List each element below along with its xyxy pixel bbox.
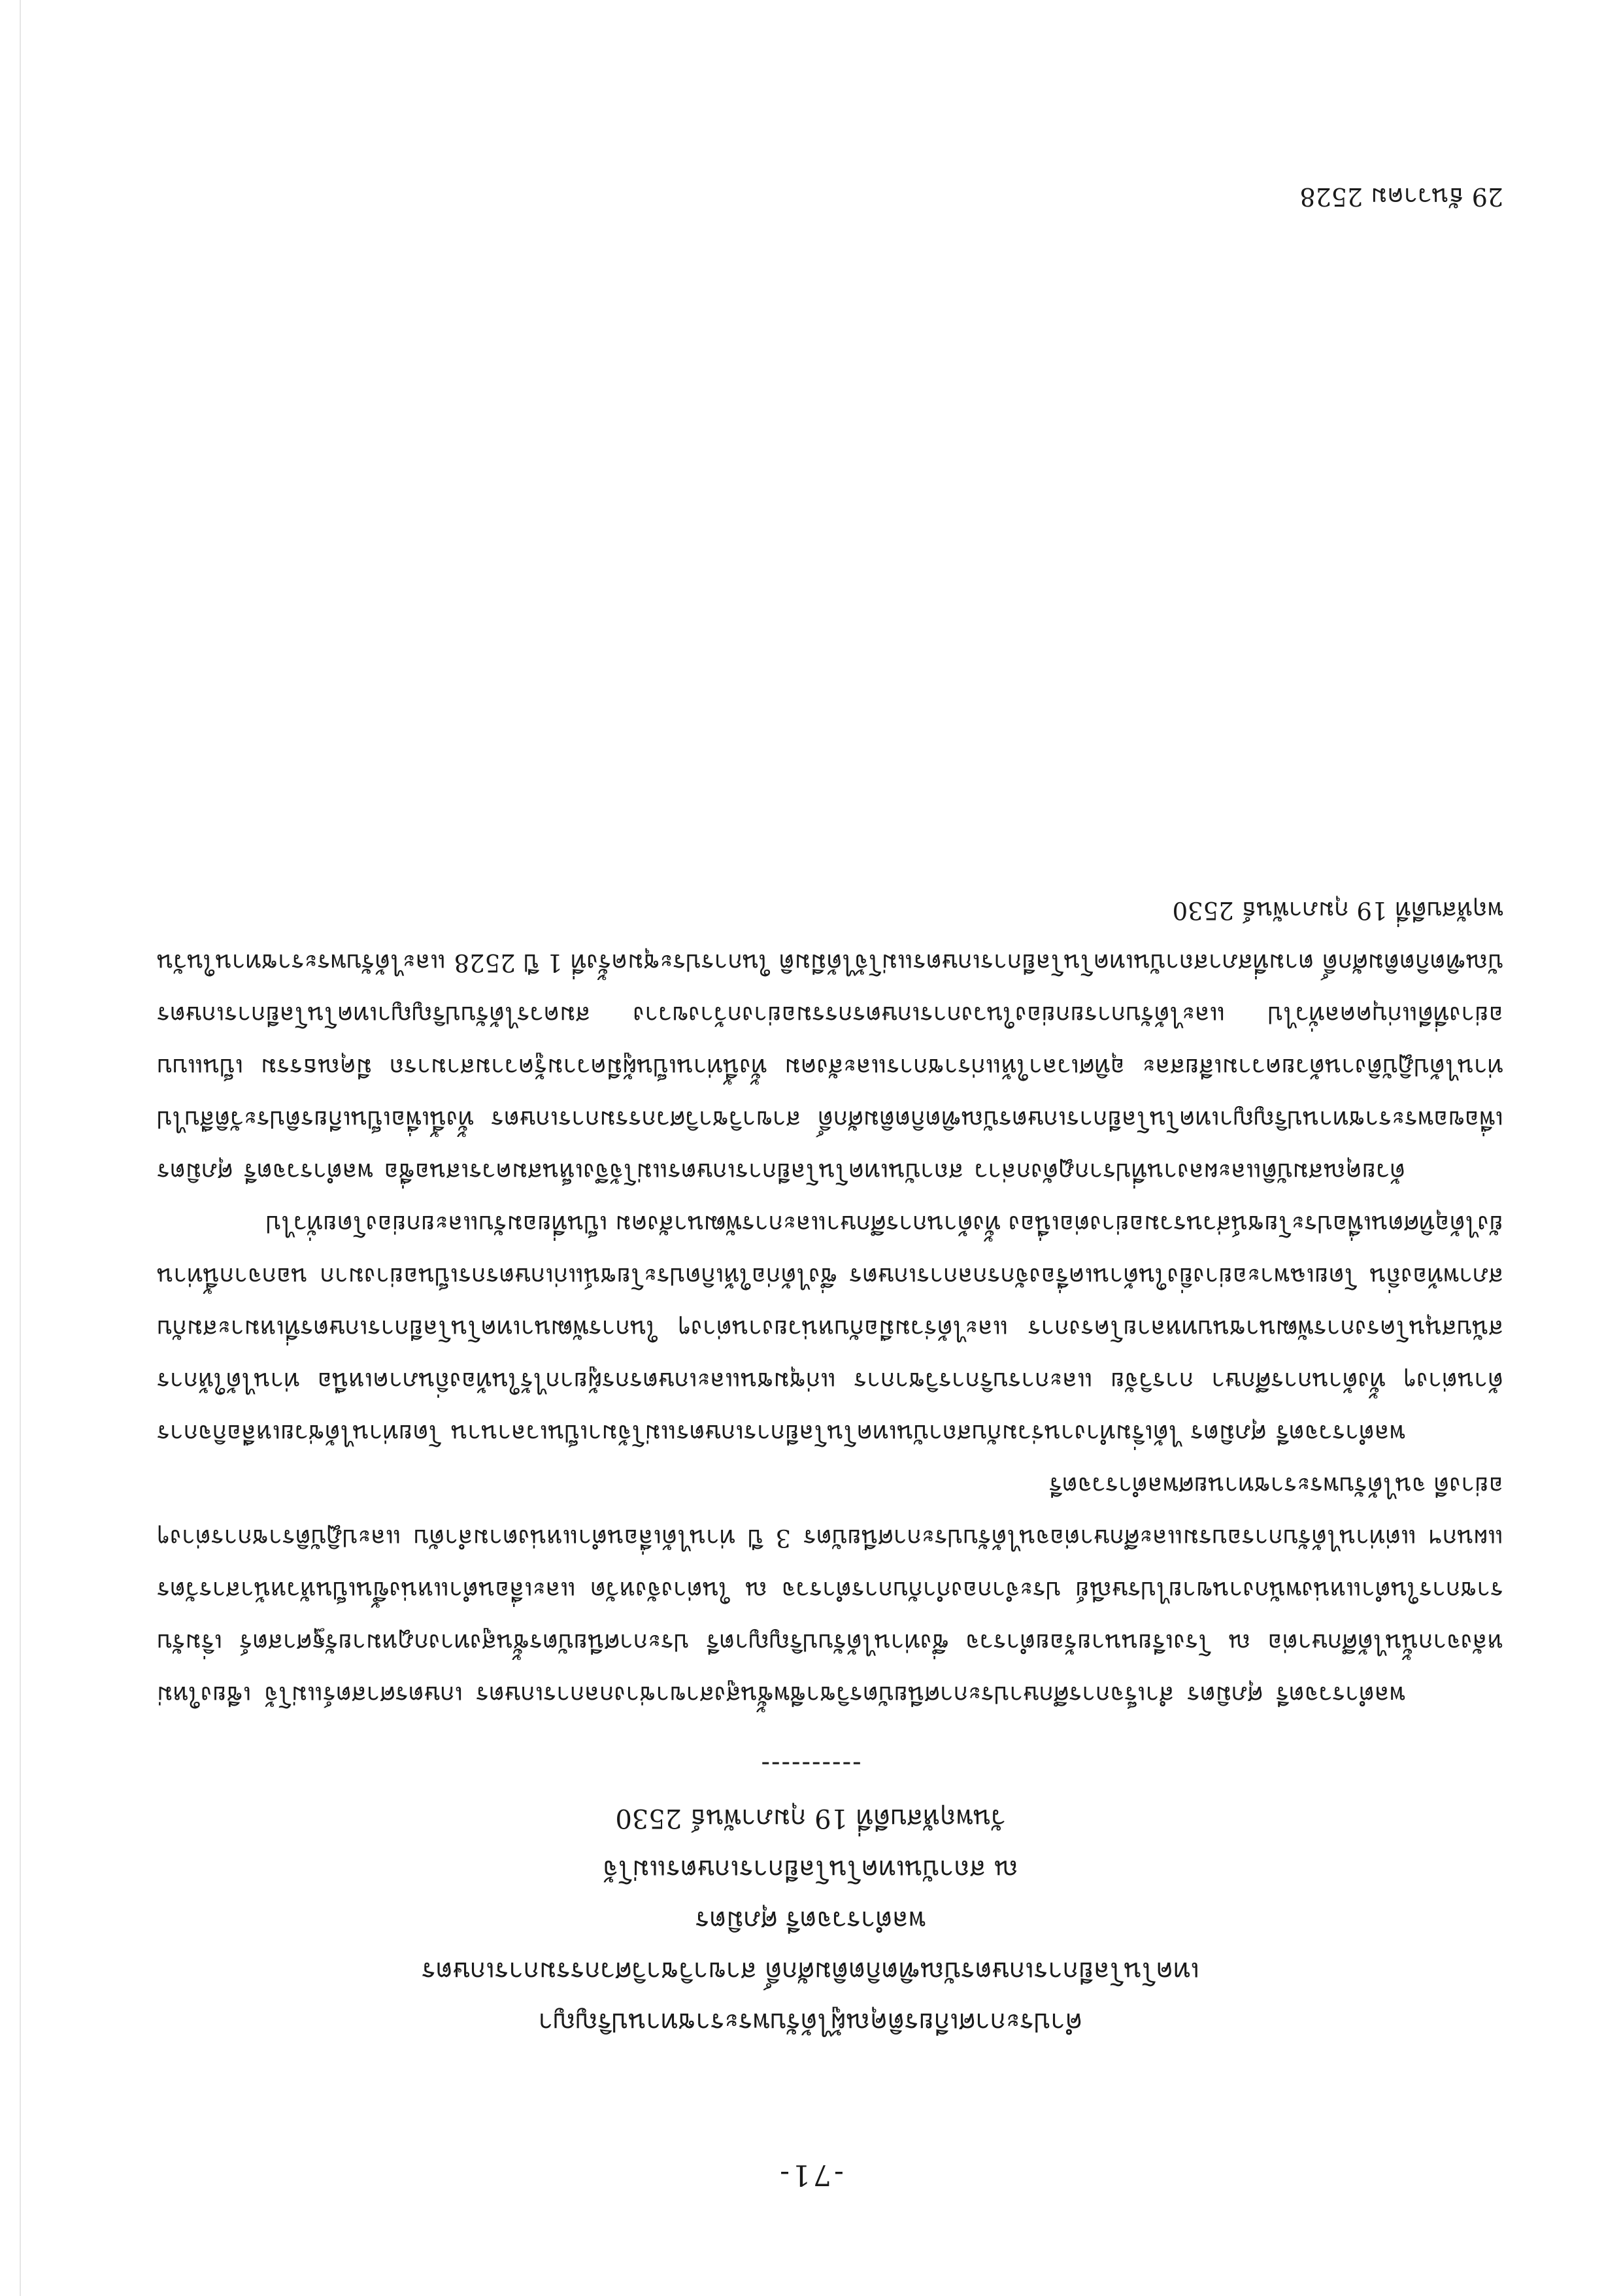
document-heading [248,1793,1373,2048]
paragraph-2: พลตำรวจตรี ศุภมิตร ได้เริ่มทำงานร่วมกับสถาบันเทคโนโลยีการเกษตรแม่โจ้มาเป็นเวลานาน โดยท่านได้ช่วยเหลือกิจการด้านต่างๆ ทั้งด้านการศึกษา การวิจัย และการบริการวิชาการ แก่ชุมชนและเกษตรกรผู้ยากไร้ในท้องถิ่นภาคเหนือ ท่านได้ให้การสนับสนุนโครงการพัฒนาชนบทหลายโครงการ และได้ร่วมมือกับหน่วยงานต่างๆ ในการพัฒนาเทคโนโลยีการเกษตรที่เหมาะสมกับสภาพท้องถิ่น โดยเฉพาะอย่างยิ่งในด้านเครื่องจักรกลการเกษตร ซึ่งได้ก่อให้เกิดประโยชน์แก่เกษตรกรเป็นอย่างมาก นอกจากนี้ท่านยังได้อุทิศตนเพื่อประโยชน์ส่วนรวมอย่างต่อเนื่อง ทั้งด้านการศึกษาและการพัฒนาสังคม เป็นที่ยอมรับและยกย่องโดยทั่วไป [157,1210,1503,1447]
paragraph-1: พลตำรวจตรี ศุภมิตร สำเร็จการศึกษาประกาศนียบัตรวิชาชีพชั้นสูงสาขาช่างกลการเกษตร เกษตรศาสตร์แม่โจ้ เชียงใหม่ หลังจากนั้นได้ศึกษาต่อ ณ โรงเรียนนายร้อยตำรวจ ซึ่งท่านได้รับปริญญาตรี ประกาศนียบัตรชั้นสูงทางกฎหมายรัฐศาสตร์ เริ่มรับราชการในตำแหน่งพนักงานขายไปรษณีย์ ประจำกองกำกับการตำรวจ ณ ในต่างจังหวัด และเลื่อนตำแหน่งขึ้นเป็นหัวหน้าสารวัตรแผนกฯ แต่ท่านได้รับการอบรมและศึกษาต่อจนได้รับประกาศนียบัตร 3 ปี ท่านได้เลื่อนตำแหน่งตามลำดับ และปฏิบัติราชการต่างๆ อย่างดี จนได้รับพระราชทานยศพลตำรวจตรี [157,1472,1503,1709]
body-text [157,884,1503,1721]
heading-line-2: เทคโนโลยีการเกษตรบัณฑิตกิตติมศักดิ์ สาขาวิชาวิศวกรรมการเกษตร [422,1956,1199,1986]
heading-line-3: พลตำรวจตรี ศุภมิตร [695,1905,926,1935]
paragraph-3: ด้วยคุณสมบัติและผลงานที่ปรากฏดังกล่าว สถาบันเทคโนโลยีการเกษตรแม่โจ้จึงเห็นสมควรเสนอชื่อ พลตำรวจตรี ศุภมิตร เพื่อขอพระราชทานปริญญาเทคโนโลยีการเกษตรบัณฑิตกิตติมศักดิ์ สาขาวิชาวิศวกรรมการเกษตร ทั้งนี้เพื่อเป็นเกียรติประวัติสืบไป ท่านได้ปฏิบัติงานด้วยความเสียสละ อุทิศเวลาให้แก่ราชการและสังคม ทั้งนี้ท่านเป็นผู้มีความรู้ความสามารถ มีคุณธรรม เป็นแบบอย่างที่ดีแก่บุคคลทั่วไป และได้รับการยกย่องในวงการเกษตรกรรมอย่างกว้างขวาง สมควรได้รับปริญญาเทคโนโลยีการเกษตรบัณฑิตกิตติมศักดิ์ ตามที่สภาสถาบันเทคโนโลยีการเกษตรแม่โจ้ได้มีมติ ในการประชุมครั้งที่ 1 ปี 2528 และได้รับพระราชทานในวันพฤหัสบดีที่ 19 กุมภาพันธ์ 2530 [157,896,1503,1186]
page-number: -71- [777,2158,844,2191]
closing-date: 29 ธันวาคม 2528 [1299,182,1503,211]
heading-line-1: คำประกาศเกียรติคุณผู้ได้รับพระราชทานปริญญา [538,2007,1083,2037]
heading-line-4: ณ สถาบันเทคโนโลยีการเกษตรแม่โจ้ [603,1854,1018,1884]
section-divider: ---------- [760,1749,861,1780]
heading-line-5: วันพฤหัสบดีที่ 19 กุมภาพันธ์ 2530 [615,1803,1006,1833]
